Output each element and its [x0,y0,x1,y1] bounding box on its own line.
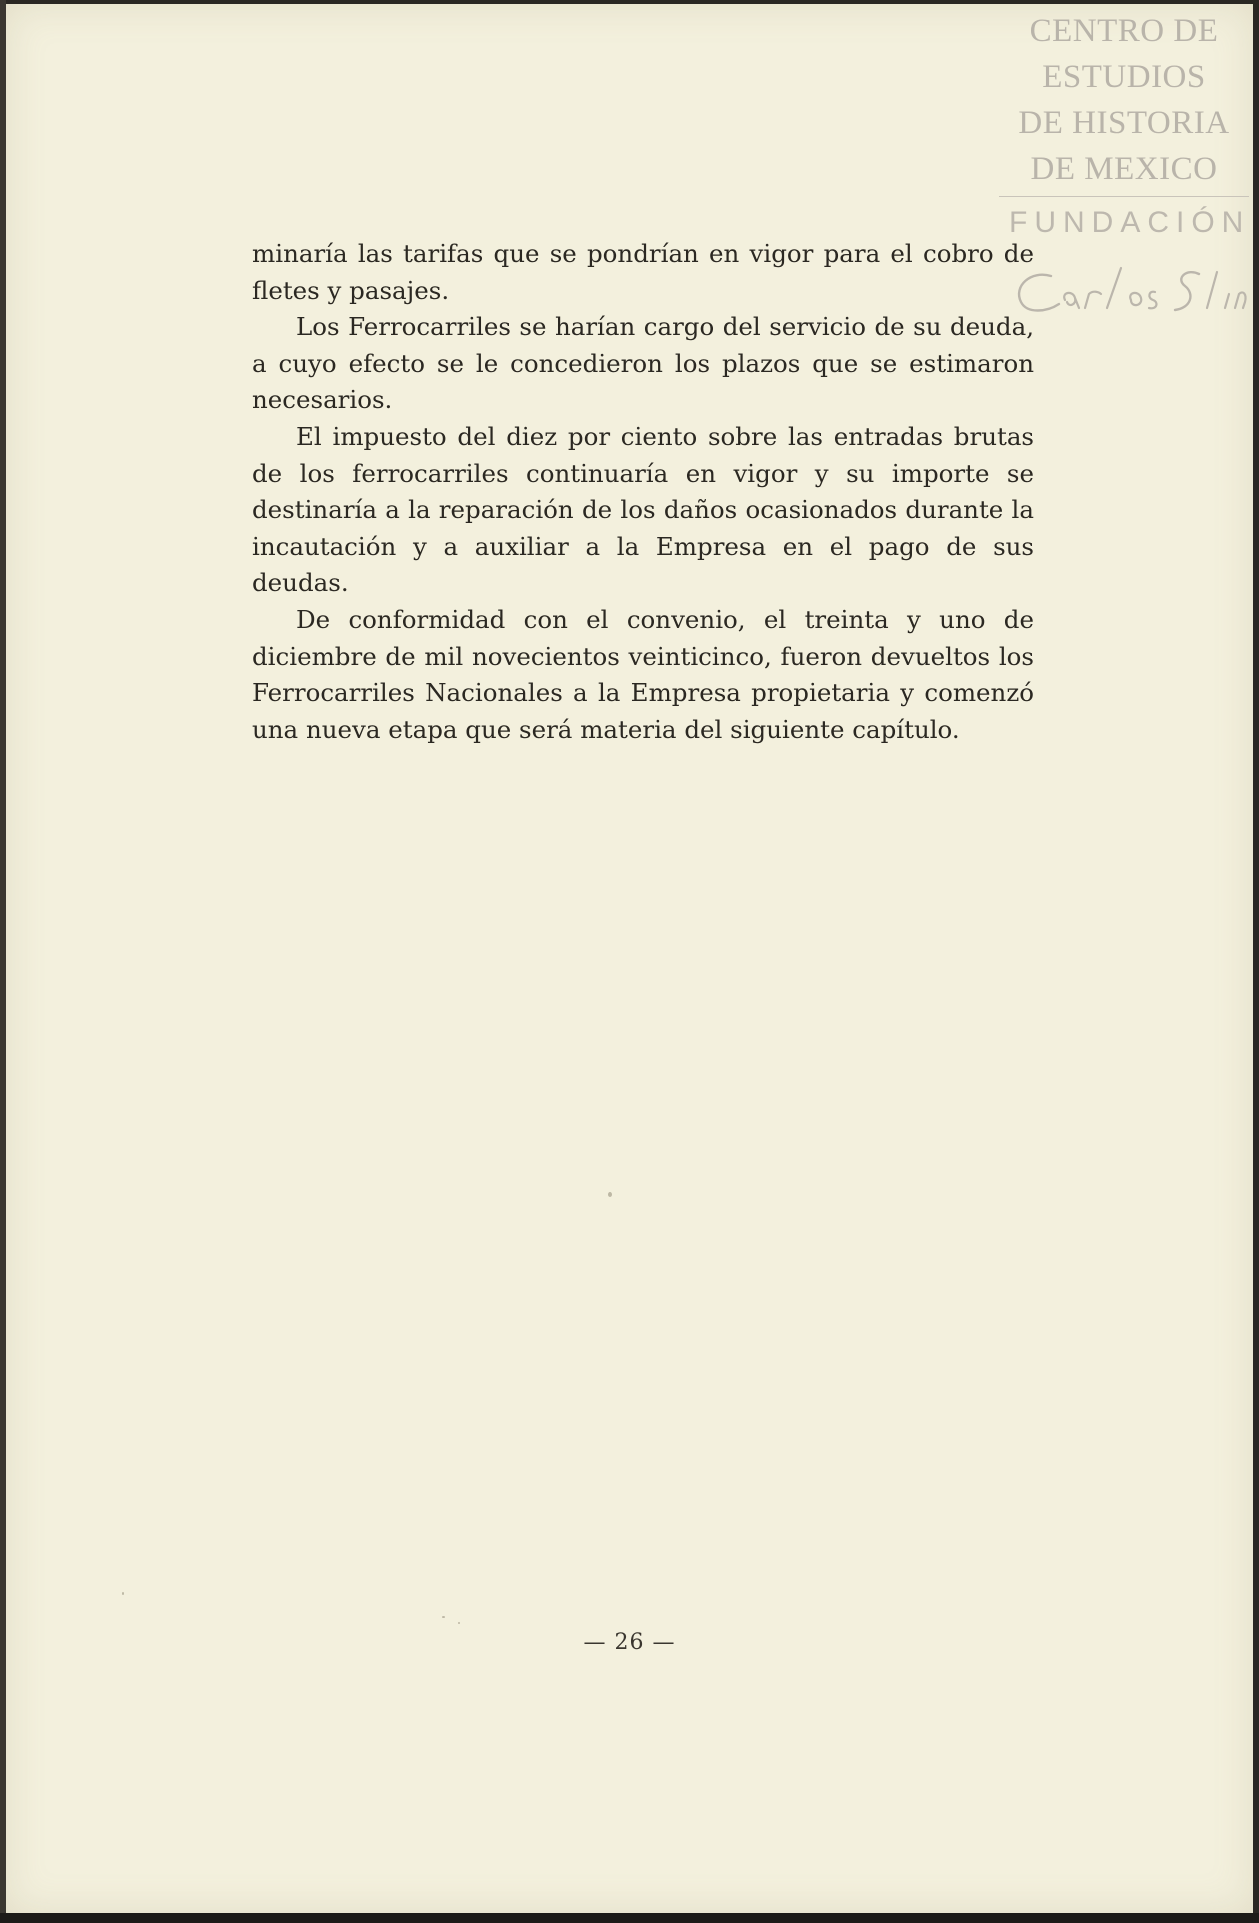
signature-logo-icon [1003,256,1253,326]
watermark-line-4: DE MEXICO [1030,151,1218,187]
paragraph-2: Los Ferrocarriles se harían cargo del servicio de su deuda, a cuyo efecto se le concedieron los plazos que se estimaron necesarios. [252,312,1034,415]
page-number: — 26 — [583,1630,676,1655]
watermark-foundation: FUNDACIÓN [1009,206,1251,239]
watermark-line-1: CENTRO DE [1029,13,1219,49]
watermark-line-2: ESTUDIOS [1042,59,1206,95]
paper-speck [122,1592,124,1595]
paragraph-3: El impuesto del diez por ciento sobre las entradas brutas de los ferrocarriles continuaría en vigor y su importe se destinaría a la reparación de los daños ocasionados durante la incautación y a auxiliar a la Empresa en el pago de sus deudas. [252,421,1034,598]
paper-speck [458,1622,460,1624]
paragraph-1: minaría las tarifas que se pondrían en vigor para el cobro de fletes y pasajes. [252,239,1034,305]
paragraph-4: De conformidad con el convenio, el treinta y uno de diciembre de mil novecientos veinticinco, fueron devueltos los Ferrocarriles Nacionales a la Empresa propietaria y comenzó una nueva etapa que será materia del siguiente capítulo. [252,604,1034,744]
body-text [252,236,1034,748]
watermark-line-3: DE HISTORIA [1018,105,1230,141]
institution-watermark [1009,8,1251,243]
watermark-divider [999,196,1249,197]
scan-bottom-edge [0,1913,1259,1923]
paper-speck [442,1616,445,1618]
document-page [6,4,1253,1913]
paper-speck [608,1192,612,1197]
